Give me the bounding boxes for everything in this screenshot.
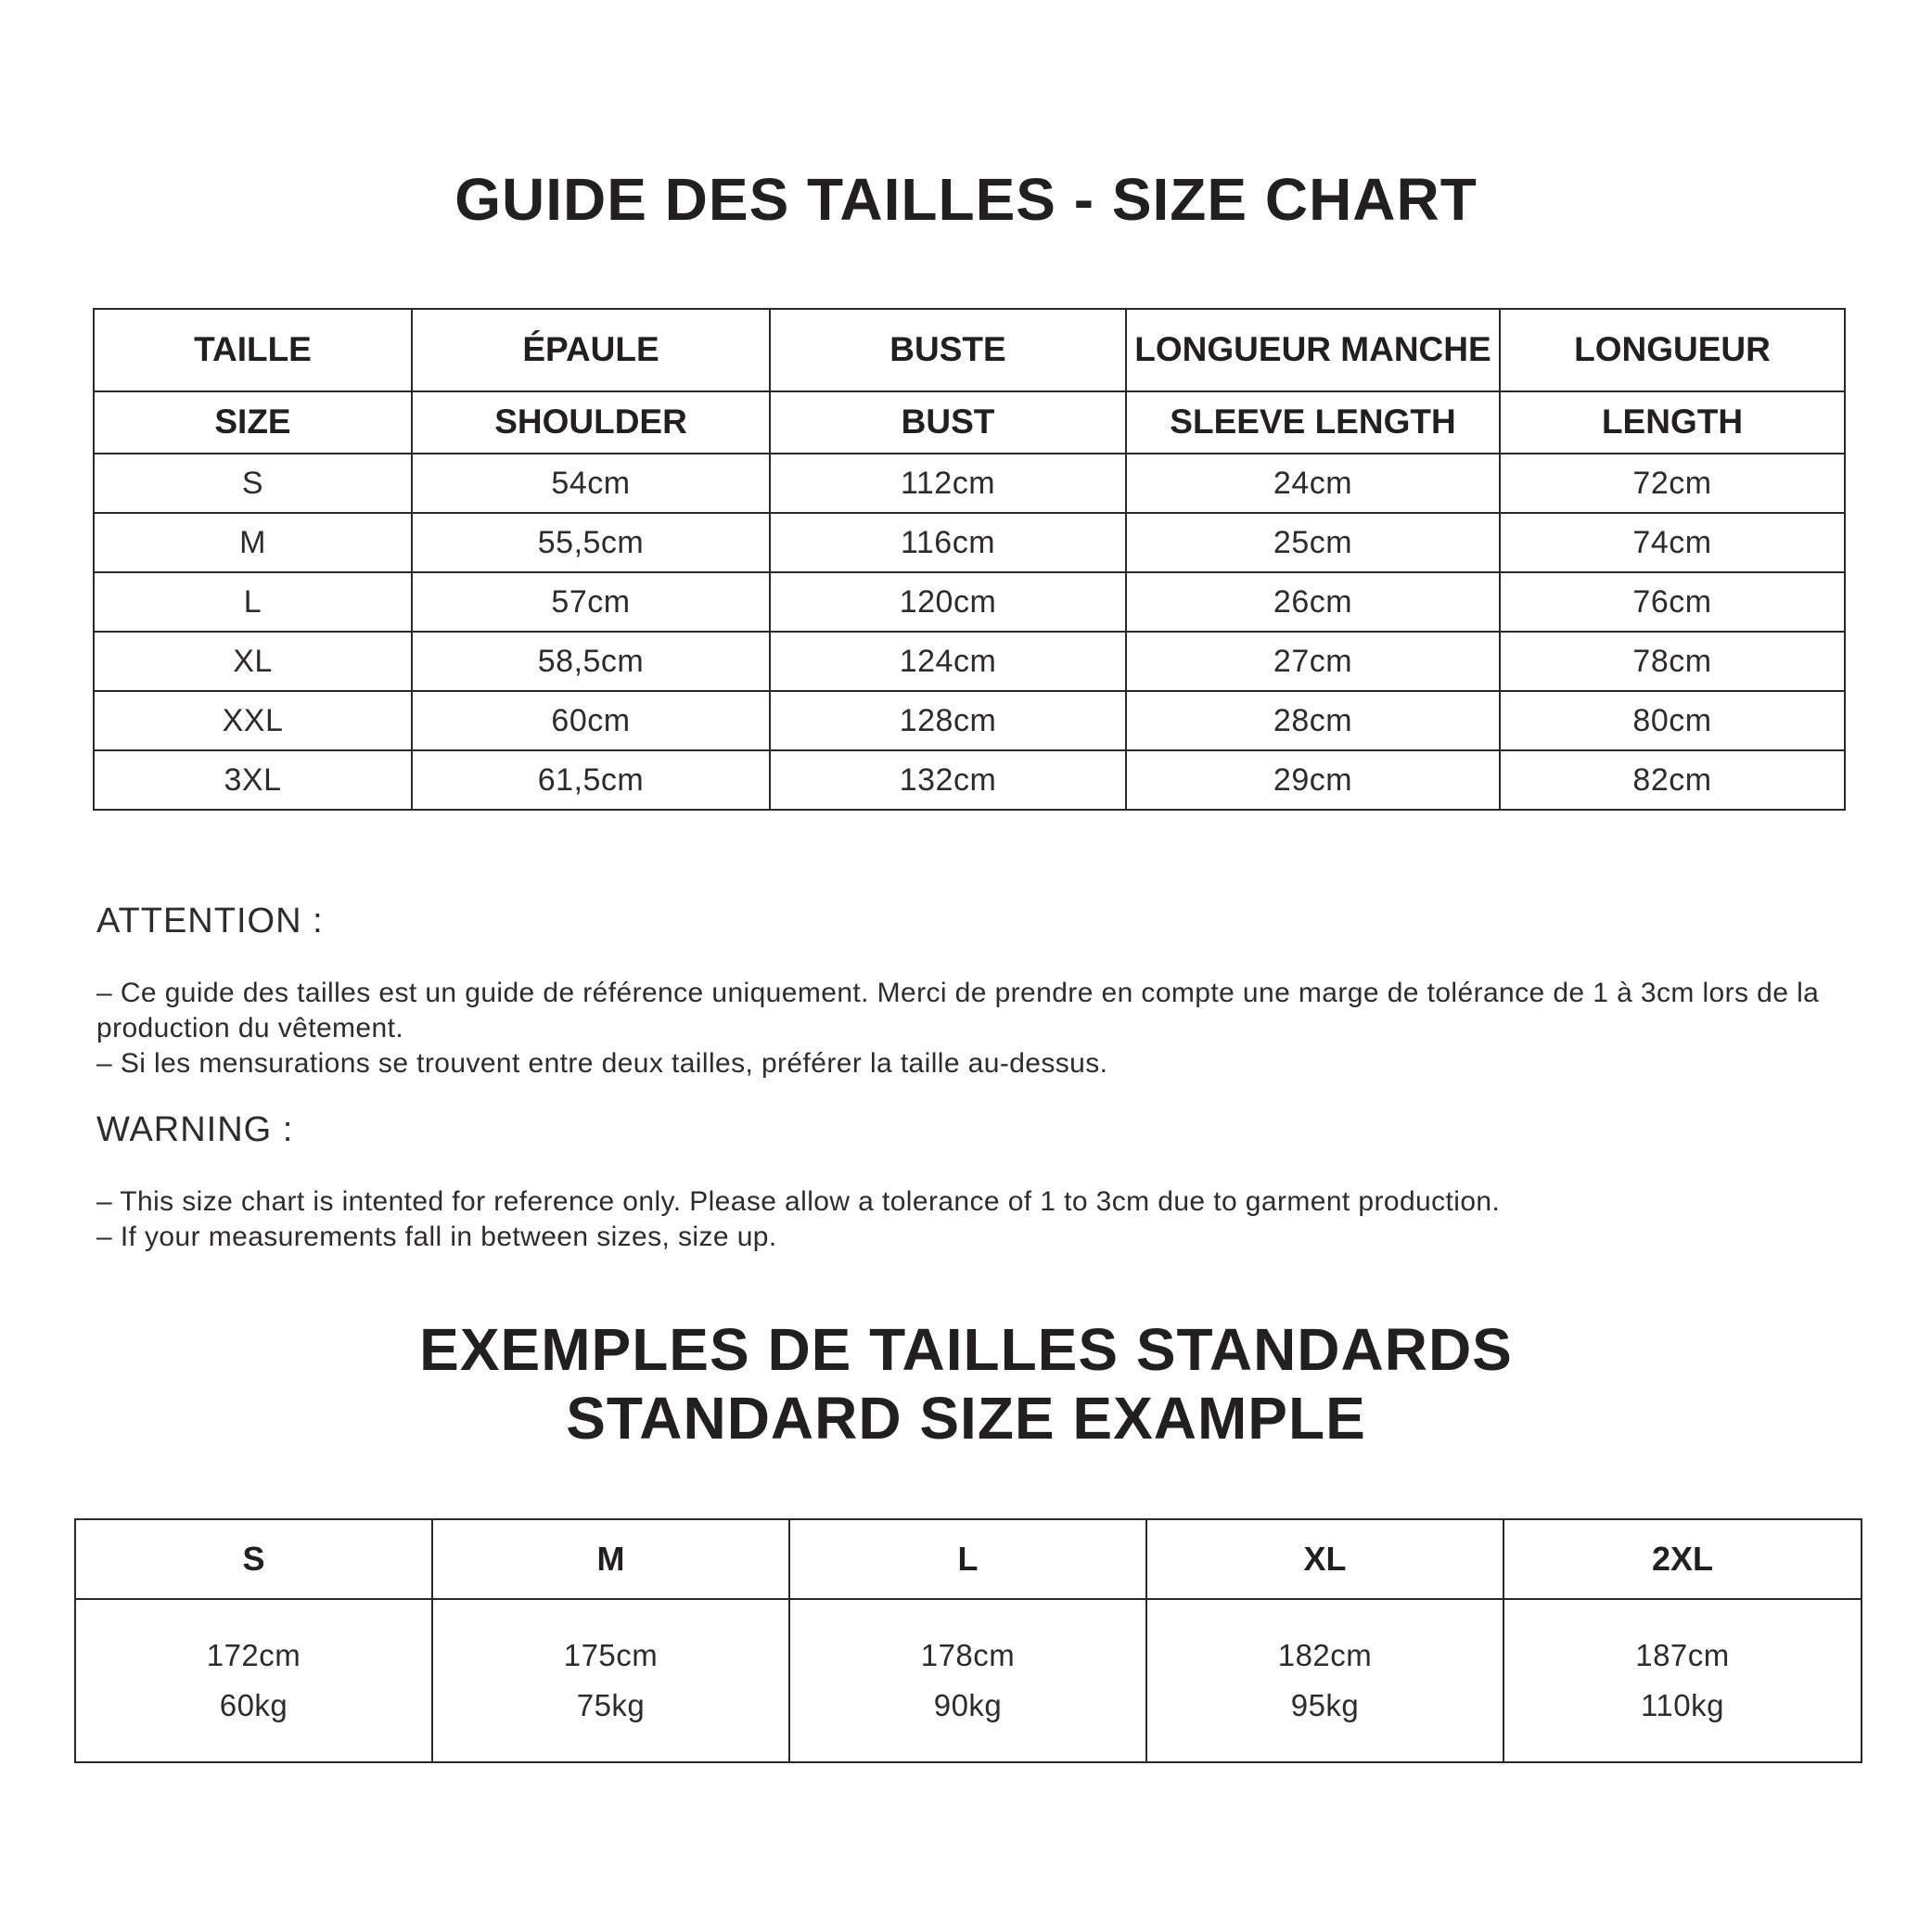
attention-note: – Ce guide des tailles est un guide de référence uniquement. Merci de prendre en compte une marge de tolérance de 1 à 3cm lors de la production du vêtement. [96,978,1820,1043]
examples-title [0,1315,1932,1452]
example-height: 187cm [1635,1638,1730,1672]
size-cell: 25cm [1126,513,1500,572]
example-value-cell [789,1599,1146,1762]
size-cell: 78cm [1500,632,1845,691]
example-header-2xl: 2XL [1503,1519,1862,1599]
size-cell: 120cm [770,572,1126,632]
example-height: 175cm [563,1638,659,1672]
warning-body [96,1184,1851,1255]
size-row-l [94,572,1845,632]
example-header-s: S [75,1519,432,1599]
size-cell: 29cm [1126,750,1500,810]
header-cell-epaule: ÉPAULE [412,309,770,391]
size-cell: 3XL [94,750,412,810]
warning-heading: WARNING : [96,1110,294,1149]
size-row-3xl [94,750,1845,810]
size-cell: 26cm [1126,572,1500,632]
example-height: 182cm [1277,1638,1373,1672]
warning-note: – This size chart is intented for reference only. Please allow a tolerance of 1 to 3cm due to garment production. [96,1186,1501,1217]
size-cell: 54cm [412,454,770,513]
size-cell: 116cm [770,513,1126,572]
size-cell: 132cm [770,750,1126,810]
example-header-xl: XL [1146,1519,1503,1599]
header-cell-longueur-manche: LONGUEUR MANCHE [1126,309,1500,391]
example-weight: 110kg [1641,1688,1724,1722]
example-height: 178cm [920,1638,1016,1672]
examples-title-en: STANDARD SIZE EXAMPLE [566,1385,1366,1452]
header-cell-sleeve-length: SLEEVE LENGTH [1126,391,1500,454]
size-table-header-fr [94,309,1845,391]
example-value-cell [1146,1599,1503,1762]
size-cell: 60cm [412,691,770,750]
size-table-header-en [94,391,1845,454]
example-value-cell [75,1599,432,1762]
size-table [93,308,1846,811]
size-cell: 76cm [1500,572,1845,632]
size-cell: 57cm [412,572,770,632]
size-cell: S [94,454,412,513]
example-weight: 60kg [219,1688,288,1722]
size-cell: M [94,513,412,572]
examples-title-fr: EXEMPLES DE TAILLES STANDARDS [419,1316,1513,1383]
size-row-xl [94,632,1845,691]
header-cell-length: LENGTH [1500,391,1845,454]
examples-value-row [75,1599,1862,1762]
examples-table [74,1518,1862,1763]
size-cell: L [94,572,412,632]
size-cell: 28cm [1126,691,1500,750]
warning-note: – If your measurements fall in between sizes, size up. [96,1222,777,1252]
header-cell-longueur: LONGUEUR [1500,309,1845,391]
size-row-s [94,454,1845,513]
header-cell-buste: BUSTE [770,309,1126,391]
size-cell: 74cm [1500,513,1845,572]
size-cell: 58,5cm [412,632,770,691]
size-row-xxl [94,691,1845,750]
attention-section [96,900,1851,1081]
example-weight: 75kg [576,1688,646,1722]
size-cell: 82cm [1500,750,1845,810]
header-cell-bust: BUST [770,391,1126,454]
example-weight: 95kg [1290,1688,1360,1722]
size-cell: 27cm [1126,632,1500,691]
size-cell: 55,5cm [412,513,770,572]
example-weight: 90kg [933,1688,1003,1722]
attention-body [96,976,1851,1081]
header-cell-shoulder: SHOULDER [412,391,770,454]
example-header-l: L [789,1519,1146,1599]
example-value-cell [1503,1599,1862,1762]
example-value-cell [432,1599,789,1762]
page-title: GUIDE DES TAILLES - SIZE CHART [454,166,1478,233]
size-cell: XL [94,632,412,691]
size-row-m [94,513,1845,572]
header-cell-size: SIZE [94,391,412,454]
warning-section [96,1108,1851,1255]
header-cell-taille: TAILLE [94,309,412,391]
attention-heading: ATTENTION : [96,902,324,940]
size-cell: 61,5cm [412,750,770,810]
size-cell: 112cm [770,454,1126,513]
examples-header-row [75,1519,1862,1599]
example-header-m: M [432,1519,789,1599]
size-cell: XXL [94,691,412,750]
size-cell: 124cm [770,632,1126,691]
example-height: 172cm [206,1638,301,1672]
size-cell: 72cm [1500,454,1845,513]
size-cell: 80cm [1500,691,1845,750]
size-cell: 128cm [770,691,1126,750]
size-cell: 24cm [1126,454,1500,513]
attention-note: – Si les mensurations se trouvent entre deux tailles, préférer la taille au-dessus. [96,1048,1108,1079]
